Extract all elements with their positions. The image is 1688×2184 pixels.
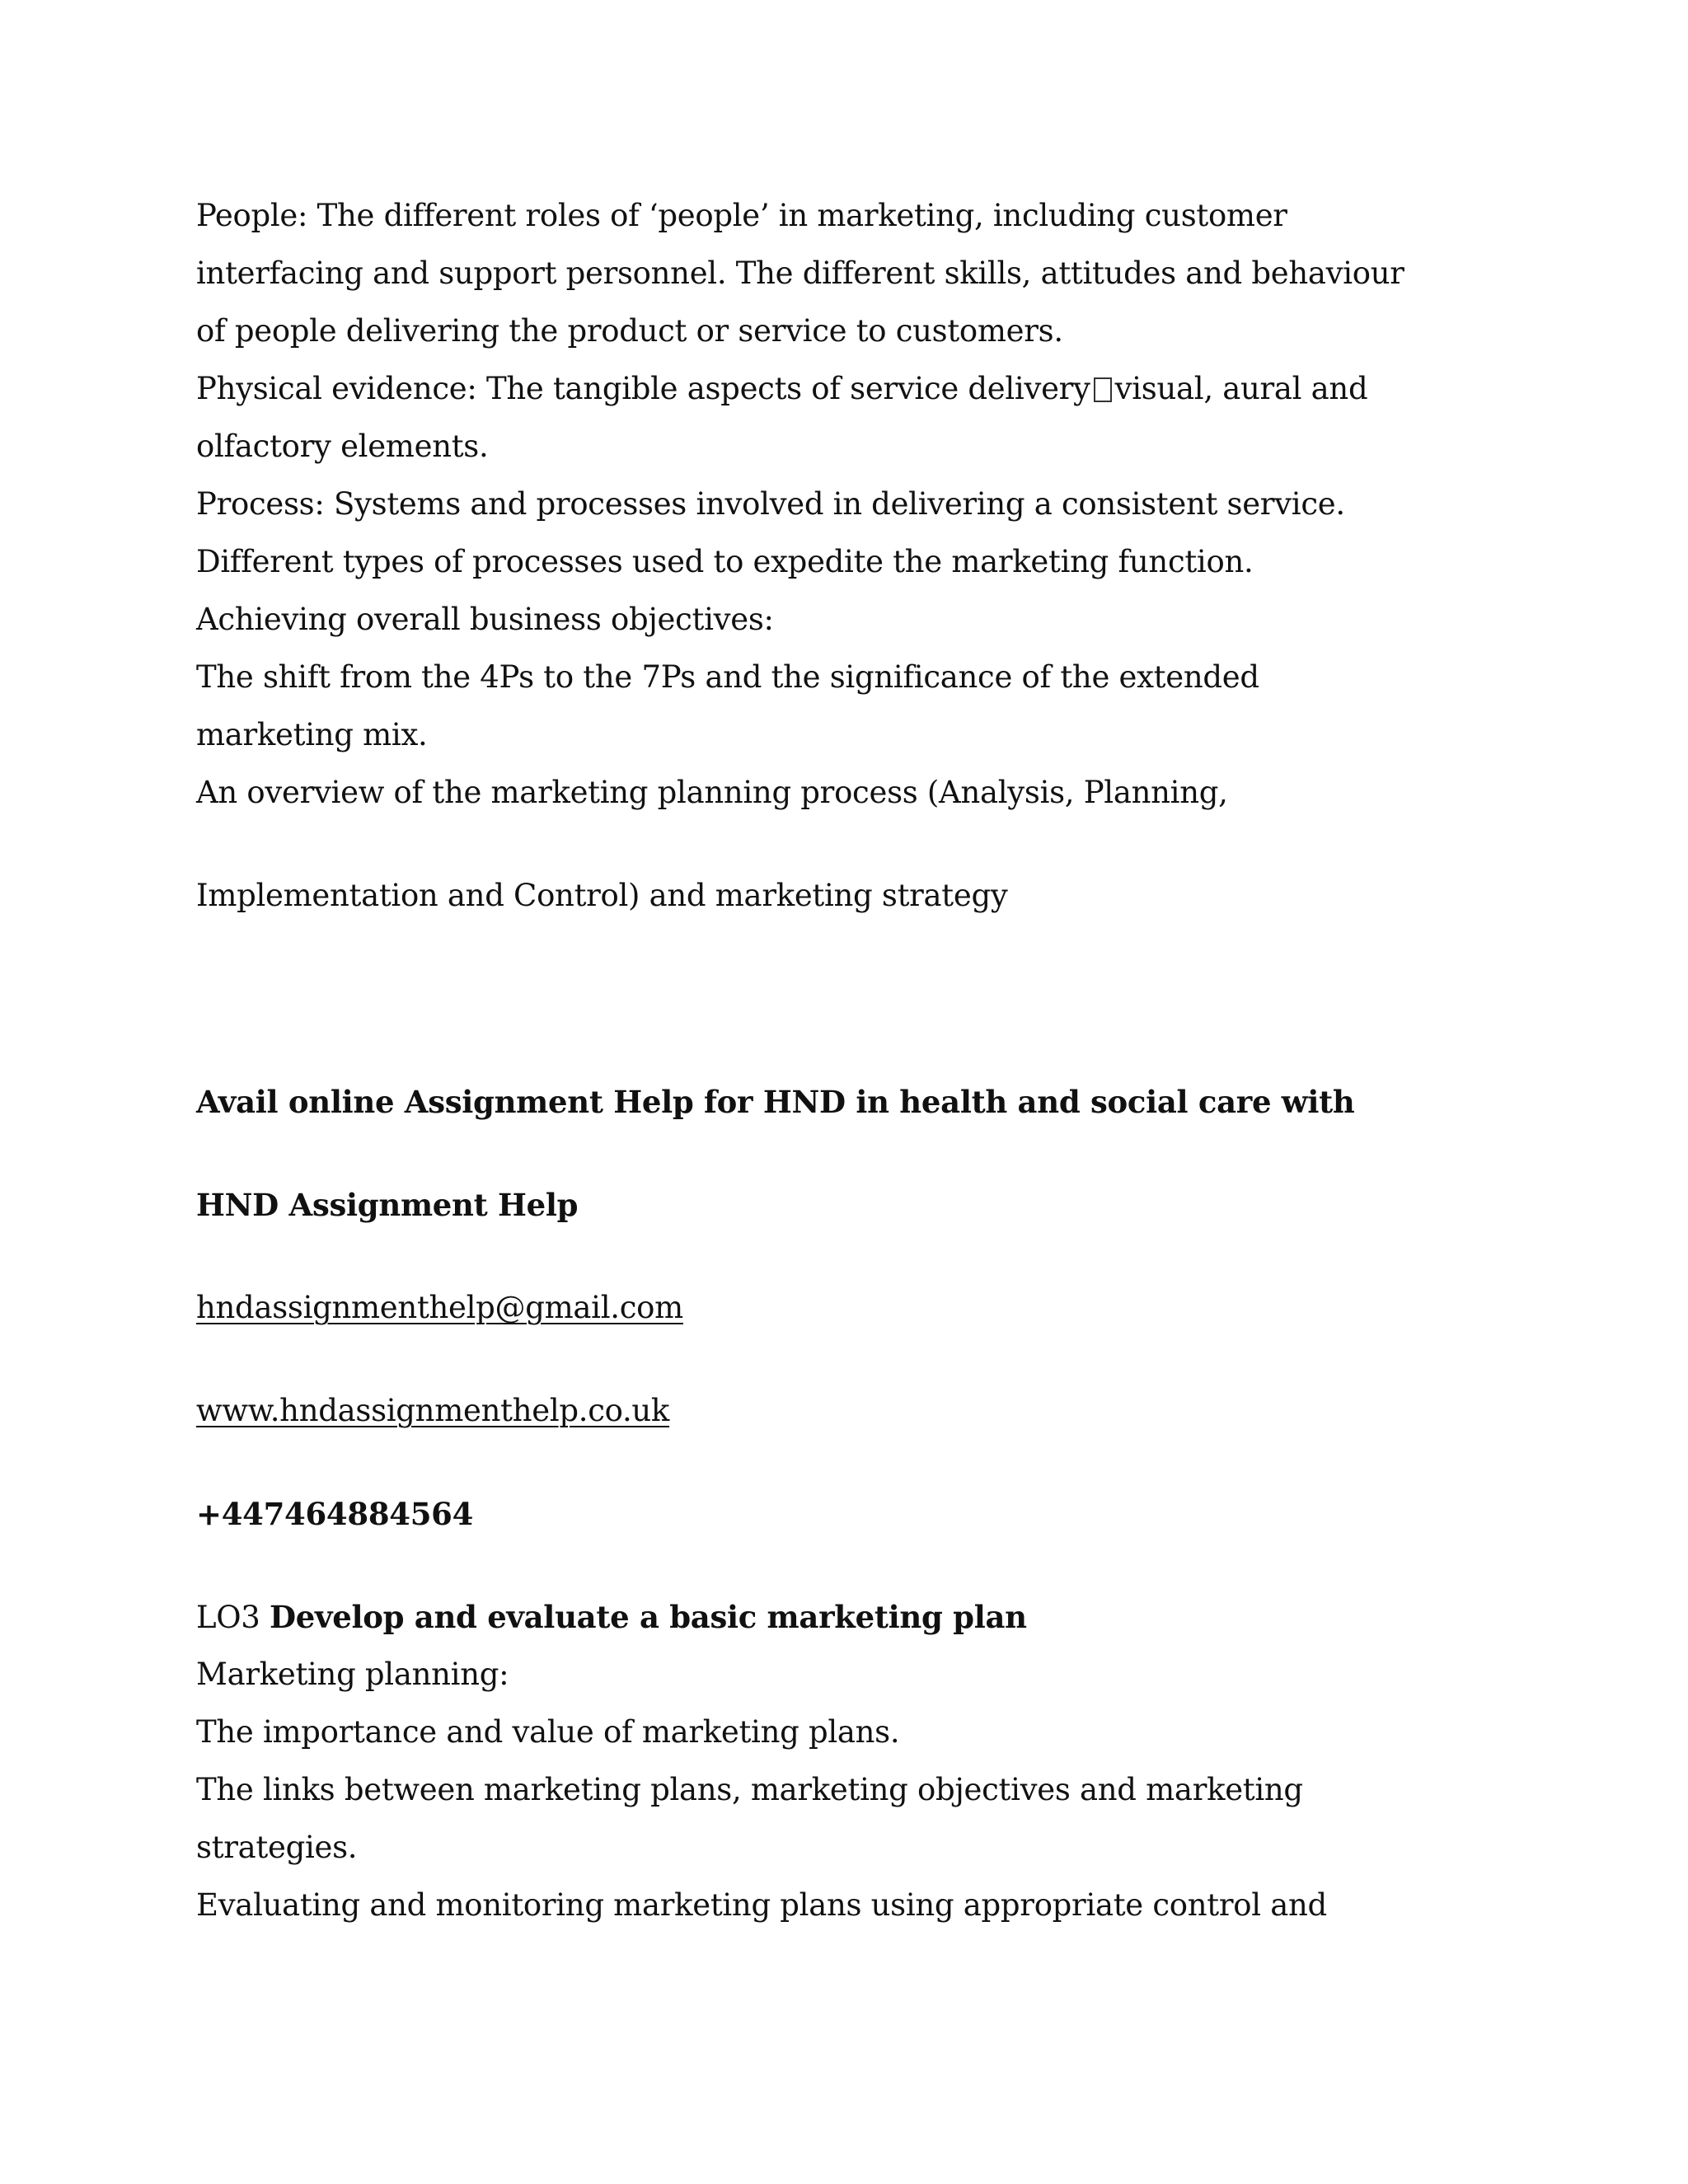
lo3-title: Develop and evaluate a basic marketing plan (270, 1599, 1027, 1635)
body-line-9: The shift from the 4Ps to the 7Ps and the significance of the extended (196, 659, 1259, 695)
body-line-10: marketing mix. (196, 717, 428, 752)
website-link[interactable]: www.hndassignmenthelp.co.uk (196, 1393, 670, 1428)
body-line-3: of people delivering the product or service to customers. (196, 313, 1063, 349)
body-line-2: interfacing and support personnel. The different skills, attitudes and behaviour (196, 255, 1404, 291)
body-line-1: People: The different roles of ‘people’ in marketing, including customer (196, 198, 1287, 233)
lo3-heading (196, 1597, 1027, 1638)
lo3-line-4: strategies. (196, 1830, 358, 1865)
body-line-7: Different types of processes used to expedite the marketing function. (196, 544, 1254, 579)
body-line-12: Implementation and Control) and marketing strategy (196, 878, 1008, 913)
body-line-11: An overview of the marketing planning process (Analysis, Planning, (196, 775, 1228, 810)
body-line-8: Achieving overall business objectives: (196, 602, 774, 637)
phone-number: +447464884564 (196, 1496, 474, 1532)
lo3-line-1: Marketing planning: (196, 1657, 509, 1692)
body-line-5: olfactory elements. (196, 429, 489, 464)
lo3-line-5: Evaluating and monitoring marketing plans using appropriate control and (196, 1887, 1327, 1923)
promo-company: HND Assignment Help (196, 1187, 579, 1223)
lo3-line-3: The links between marketing plans, marketing objectives and marketing (196, 1772, 1303, 1807)
body-line-4 (196, 369, 1367, 409)
email-link[interactable]: hndassignmenthelp@gmail.com (196, 1290, 683, 1325)
promo-heading: Avail online Assignment Help for HND in health and social care with (196, 1084, 1355, 1120)
body-line-4-end: visual, aural and (1114, 371, 1368, 406)
body-line-4-start: Physical evidence: The tangible aspects of service delivery (196, 371, 1090, 406)
lo3-code: LO3 (196, 1600, 260, 1635)
missing-glyph-icon (1094, 377, 1112, 402)
lo3-line-2: The importance and value of marketing plans. (196, 1714, 900, 1750)
body-line-6: Process: Systems and processes involved in delivering a consistent service. (196, 486, 1345, 522)
